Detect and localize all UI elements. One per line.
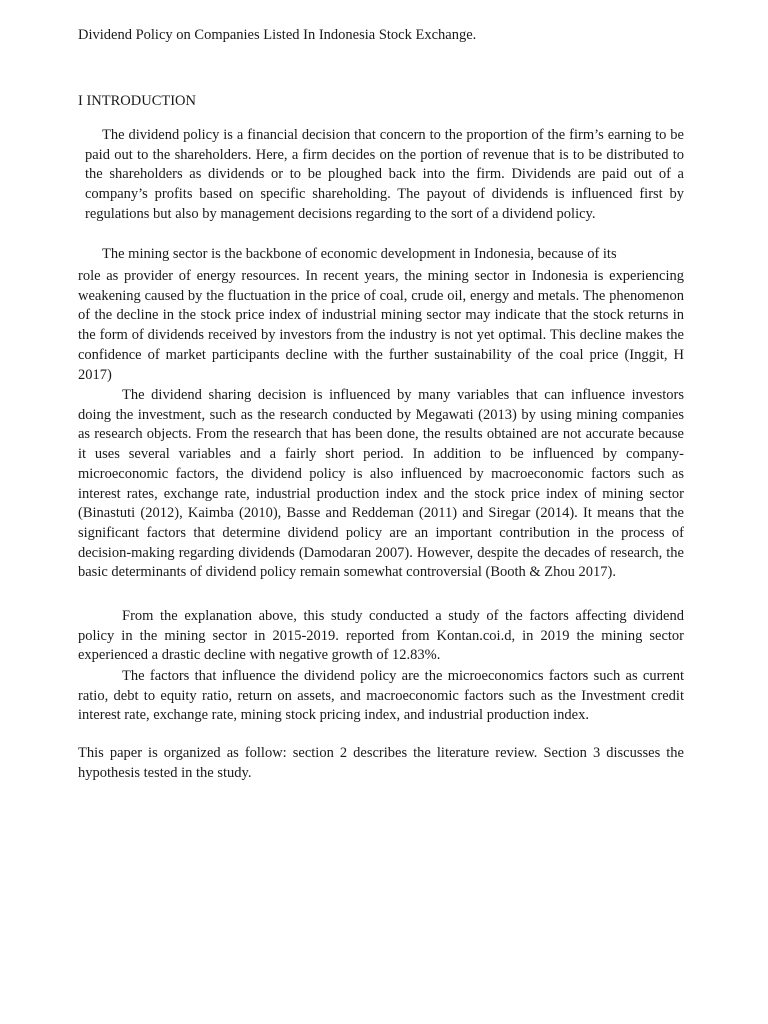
paragraph-explanation: From the explanation above, this study conducted a study of the factors affecting dividend policy in the mining sector in 2015-2019. reported from Kontan.coi.d, in 2019 the mining sector experienced a drastic decline with negative growth of 12.83%. xyxy=(78,608,684,664)
paragraph-factors: The factors that influence the dividend policy are the microeconomics factors such as current ratio, debt to equity ratio, return on assets, and macroeconomic factors such as the Investment credit interest rate, exchange rate, mining stock pricing index, and industrial production index. xyxy=(78,668,684,724)
paragraph-dividend-policy: The dividend policy is a financial decision that concern to the proportion of the firm’s earning to be paid out to the shareholders. Here, a firm decides on the portion of revenue that is to be distributed to the shareholders as dividends or to be ploughed back into the firm. Dividends are paid out of a company’s profits based on specific shareholding. The payout of dividends is influenced first by regulations but also by management decisions regarding to the sort of a dividend policy. xyxy=(85,127,684,222)
running-title: Dividend Policy on Companies Listed In Indonesia Stock Exchange. xyxy=(78,27,477,43)
paragraph-organization: This paper is organized as follow: section 2 describes the literature review. Section 3 discusses the hypothesis tested in the study. xyxy=(78,745,684,781)
section-heading: I INTRODUCTION xyxy=(78,93,196,109)
paragraph-mining-sector: role as provider of energy resources. In recent years, the mining sector in Indonesia is experiencing weakening caused by the fluctuation in the price of coal, crude oil, energy and metals. The phenomenon of the decline in the stock price index of industrial mining sector may indicate that the stock returns in the form of dividends received by investors from the industry is not yet optimal. This decline makes the confidence of market participants decline with the further sustainability of the coal price (Inggit, H 2017) xyxy=(78,268,684,383)
paragraph-dividend-sharing-decision: The dividend sharing decision is influenced by many variables that can influence investors doing the investment, such as the research conducted by Megawati (2013) by using mining companies as research objects. From the research that has been done, the results obtained are not accurate because it uses several variables and a fairly short period. In addition to be influenced by company-microeconomic factors, the dividend policy is also influenced by macroeconomic factors such as interest rates, exchange rate, industrial production index and the stock price index of mining sector (Binastuti (2012), Kaimba (2010), Basse and Reddeman (2011) and Siregar (2014). It means that the significant factors that determine dividend policy are an important contribution in the process of decision-making regarding dividends (Damodaran 2007). However, despite the decades of research, the basic determinants of dividend policy remain somewhat controversial (Booth & Zhou 2017). xyxy=(78,387,684,581)
paragraph-mining-sector-first-line: The mining sector is the backbone of economic development in Indonesia, because of its xyxy=(102,246,617,262)
